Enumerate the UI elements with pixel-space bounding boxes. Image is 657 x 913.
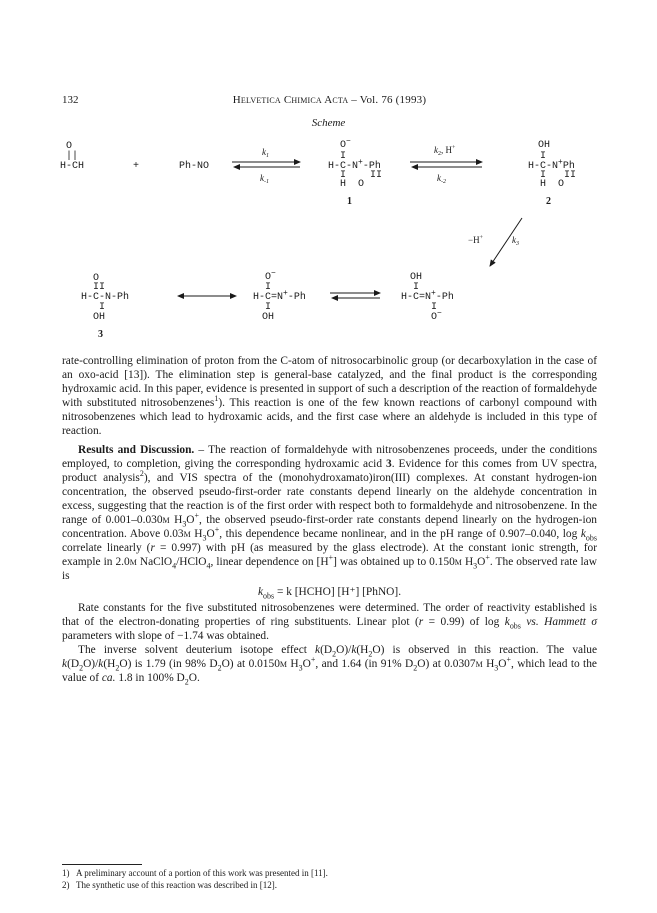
c3c-bottom-charge: − (437, 309, 442, 318)
c1-main-tail: -Ph (362, 161, 381, 172)
compound-2-structure (528, 140, 576, 190)
c3c-top: OH (410, 272, 423, 283)
k1-label: k (262, 147, 266, 157)
section-heading: Results and Discussion. (78, 444, 195, 457)
equilibrium-arrow-k2 (410, 145, 482, 185)
compound-1-label: 1 (347, 196, 352, 207)
diagonal-arrow-k3 (468, 218, 522, 266)
svg-text:k-1 (260, 173, 269, 185)
c1-top: O (340, 140, 347, 151)
compound-1-structure (328, 137, 382, 190)
h-minus-label: −H (468, 235, 480, 245)
footnote-1: 1) A preliminary account of a portion of this work was presented in [11]. (62, 868, 328, 878)
c1-bars: I II (340, 170, 383, 181)
svg-text:O− (340, 137, 351, 151)
compound-3-enol-form (401, 272, 454, 323)
c3b-top: O (265, 272, 272, 283)
svg-text:k1 (262, 147, 269, 159)
c2-main-charge: + (558, 158, 563, 167)
c2-main: H-C-N (528, 161, 559, 172)
k2-label: k (434, 145, 438, 155)
c2-bars: I II (540, 170, 577, 181)
svg-text:H-C=N+-Ph (401, 289, 454, 303)
footnotes (62, 867, 597, 891)
journal-name: Helvetica Chimica Acta (232, 94, 349, 106)
c2-top: OH (538, 140, 551, 151)
km2-sub: -2 (441, 179, 446, 185)
k1-sub: 1 (266, 153, 269, 159)
c3b-top-charge: − (271, 269, 276, 278)
c3c-main-tail: -Ph (435, 292, 454, 303)
paragraph-isotope-effect: The inverse solvent deuterium isotope effect $k(D_2O)/k(H_2O)$ is observed in this reaction. The value $k(D_2O)/k(H_2O)$ is 1.79 (in 98% $D_2O$) at 0.0150m $H_3O^+$, and 1.64 (in 91% $D_2O$) at 0.0307m $H_3O^+$, which lead to the value of ca. 1.8 in 100% $D_2O$. (62, 644, 598, 687)
paragraph-rate-constants: Rate constants for the five substituted nitrosobenzenes were determined. The order of reactivity established is that of the electron-donating properties of ring substituents. Linear plot (r = 0.99) of $\log k_{obs}$ vs. Hammett σ parameters with slope of −1.74 was obtained. (62, 602, 598, 643)
footnote-divider (62, 864, 142, 865)
c3a-bond: II (93, 282, 106, 293)
c1-main: H-C-N (328, 161, 359, 172)
reaction-scheme (0, 125, 657, 345)
k2-sub: 2 (438, 151, 441, 157)
compound-2-label: 2 (546, 196, 551, 207)
c1-top-charge: − (346, 137, 351, 146)
scheme-title: Scheme (311, 117, 346, 129)
compound-3-label: 3 (98, 329, 103, 340)
k2-extra: , H (441, 145, 452, 155)
c3c-bottom: O (431, 312, 438, 323)
paragraph-results: Results and Discussion. – The reaction of formaldehyde with nitrosobenzenes proceeds, under the conditions employed, to completion, giving the corresponding hydroxamic acid 3. Evidence for this comes from UV spectra, product analysis$^2$), and VIS spectra of the (monohydroxamato)iron(III) complexes. At constant hydrogen-ion concentration, the observed pseudo-first-order rate constants depend linearly on the aldehyde concentration in excess, suggesting that the reaction is of the first order with respect both to formaldehyde and nitrosobenzene. In the range of 0.001–0.030m $H_3O^+$, the observed pseudo-first-order rate constants depend linearly on the hydrogen-ion concentration. Above 0.03m $H_3O^+$, this dependence became nonlinear, and in the pH range of 0.907–0.040, $\log k_{obs}$ correlate linearly (r = 0.997) with pH (as measured by the glass electrode). At the constant ionic strength, for example in 2.0m NaClO$_4$/HClO$_4$, linear dependence on [H+] was obtained up to 0.150m $H_3O^+$. The observed rate law is (62, 444, 597, 582)
c3a-top: O (93, 273, 100, 284)
plus-sign: + (133, 161, 140, 172)
formaldehyde-o: O (66, 141, 73, 152)
c2-bottom: H O (540, 179, 565, 190)
c3b-main-tail: -Ph (287, 292, 306, 303)
c3c-main-charge: + (431, 289, 436, 298)
rate-law-equation: $k_{obs} = k$ [HCHO] [H⁺] [PhNO]. (257, 585, 402, 600)
svg-text:k-2 (437, 173, 446, 185)
km1-sub: -1 (264, 179, 269, 185)
svg-text:O− (265, 269, 276, 283)
c1-bond: I (340, 151, 347, 162)
main-text (62, 355, 597, 686)
svg-text:k3 (512, 235, 519, 247)
journal-volume: – Vol. 76 (1993) (351, 94, 427, 106)
formaldehyde-double-bond: || (66, 151, 79, 162)
formaldehyde-structure (60, 141, 84, 172)
formaldehyde-main: H-CH (60, 161, 85, 172)
c3a-bottom: OH (93, 312, 106, 323)
footnote-2: 2) The synthetic use of this reaction was described in [12]. (62, 880, 277, 890)
km2-label: k (437, 173, 441, 183)
compound-3-amide-form (81, 273, 129, 323)
k3-sub: 3 (516, 241, 519, 247)
svg-text:k2, H+: $k_2$, H+ (434, 145, 456, 157)
c3a-main: H-C-N-Ph (81, 292, 130, 303)
nitrosobenzene: Ph-NO (179, 161, 210, 172)
c2-main-tail: Ph (562, 161, 575, 172)
c3c-bar: I (431, 302, 438, 313)
k3-label: k (512, 235, 516, 245)
equilibrium-arrow-k1 (232, 147, 300, 185)
km1-label: k (260, 173, 264, 183)
c1-bottom: H O (340, 179, 365, 190)
page-number: 132 (62, 94, 79, 106)
c1-main-charge: + (358, 158, 363, 167)
svg-text:H-C=N+-Ph (253, 289, 306, 303)
svg-text:−H+: −H+ (468, 235, 483, 245)
c3b-bottom: OH (262, 312, 275, 323)
c3a-bar: I (99, 302, 106, 313)
c3b-bond: I (265, 282, 272, 293)
c3b-main: H-C=N (253, 292, 284, 303)
c2-bond: I (540, 151, 547, 162)
c3c-main: H-C=N (401, 292, 432, 303)
c3c-bond: I (413, 282, 420, 293)
paragraph-1: rate-controlling elimination of proton from the C-atom of nitrosocarbinolic group (or decarboxylation in the case of an oxo-acid [13]). The elimination step is general-base catalyzed, and the final product is the corresponding hydroxamic acid. In this paper, evidence is presented in support of such a description of the reaction of formaldehyde with substituted nitrosobenzenes$^1$). This reaction is one of the few known reactions of carbonyl compound with nitrosobenzenes which lead to hydroxamic acids, and the first case where an aldehyde is included in this type of reaction. (62, 355, 597, 437)
compound-3-zwitterion-form (253, 269, 306, 323)
c3b-bar: I (265, 302, 272, 313)
c3b-main-charge: + (283, 289, 288, 298)
equilibrium-arrow-3 (330, 293, 380, 298)
svg-text:O− (431, 309, 442, 323)
journal-title (62, 94, 597, 106)
